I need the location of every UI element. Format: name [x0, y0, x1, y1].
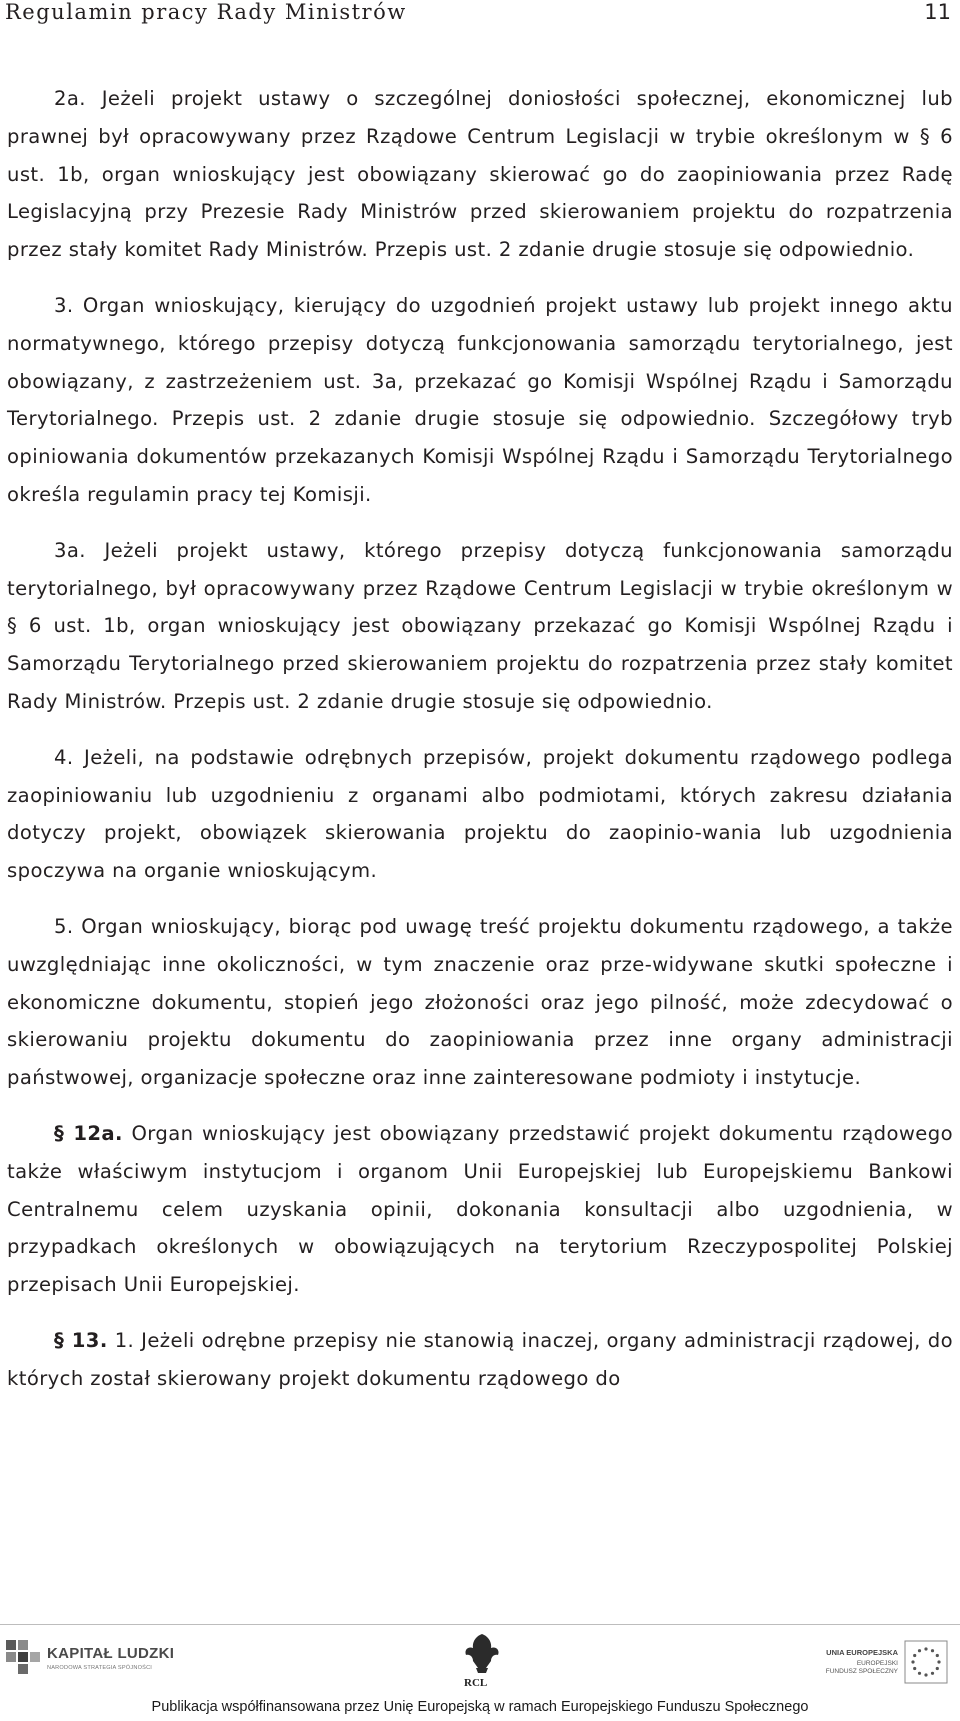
page-header — [5, 0, 955, 30]
eu-subtitle — [800, 1660, 898, 1676]
paragraph-2a — [7, 80, 953, 269]
kapital-ludzki-logo — [4, 1634, 194, 1698]
section-number: § 12a. — [54, 1121, 123, 1145]
eu-subtitle-line-1: EUROPEJSKI — [856, 1660, 898, 1667]
eagle-emblem-icon — [458, 1630, 506, 1676]
paragraph-5 — [7, 908, 953, 1097]
footer-divider — [0, 1624, 960, 1625]
paragraph-text: 5. Organ wnioskujący, biorąc pod uwagę treść projektu dokumentu rządowego, a także uwzględniając inne okoliczności, w tym znaczenie oraz prze-widywane skutki społeczne i ekonomiczne dokumentu, stopień jego złożoności oraz jego pilność, może zdecydować o skierowaniu projektu dokumentu do zaopiniowania przez inne organy administracji państwowej, organizacje społeczne oraz inne zainteresowane podmioty i instytucje. — [7, 914, 953, 1090]
paragraph-text: 4. Jeżeli, na podstawie odrębnych przepisów, projekt dokumentu rządowego podlega zaopiniowaniu lub uzgodnieniu z organami albo podmiotami, których zakresu działania dotyczy projekt, obowiązek skierowania projektu do zaopinio-wania lub uzgodnienia spoczywa na organie wnioskującym. — [7, 745, 953, 883]
section-13 — [7, 1322, 953, 1398]
logo-subtitle: NARODOWA STRATEGIA SPÓJNOŚCI — [47, 1665, 153, 1671]
paragraph-text: 2a. Jeżeli projekt ustawy o szczególnej doniosłości społecznej, ekonomicznej lub prawnej był opracowywany przez Rządowe Centrum Legislacji w trybie określonym w § 6 ust. 1b, organ wnioskujący jest obowiązany skierować go do zaopiniowania przez Radę Legislacyjną przy Prezesie Rady Ministrów przed skierowaniem projektu do rozpatrzenia przez stały komitet Rady Ministrów. Przepis ust. 2 zdanie drugie stosuje się odpowiednio. — [7, 87, 953, 262]
paragraph-3a — [7, 532, 953, 721]
paragraph-3 — [7, 287, 953, 514]
eu-logo — [800, 1640, 950, 1692]
footer-caption: Publikacja współfinansowana przez Unię Europejską w ramach Europejskiego Funduszu Społecznego — [151, 1699, 809, 1715]
eu-subtitle-line-2: FUNDUSZ SPOŁECZNY — [825, 1668, 898, 1675]
paragraph-text: 3a. Jeżeli projekt ustawy, którego przepisy dotyczą funkcjonowania samorządu terytorialnego, był opracowywany przez Rządowe Centrum Legislacji w trybie określonym w § 6 ust. 1b, organ wnioskujący jest obowiązany przekazać go Komisji Wspólnej Rządu i Samorządu Terytorialnego przed skierowaniem projektu do rozpatrzenia przez stały komitet Rady Ministrów. Przepis ust. 2 zdanie drugie stosuje się odpowiednio. — [7, 538, 953, 713]
section-12a — [7, 1115, 953, 1304]
kapital-ludzki-emblem-icon — [4, 1634, 44, 1684]
logo-title: KAPITAŁ LUDZKI — [47, 1645, 175, 1662]
page-number: 11 — [924, 0, 951, 24]
section-number: § 13. — [54, 1328, 108, 1352]
paragraph-text: 1. Jeżeli odrębne przepisy nie stanowią inaczej, organy administracji rządowej, do których został skierowany projekt dokumentu rządowego do — [7, 1328, 953, 1390]
rcl-label: RCL — [464, 1677, 488, 1689]
running-title: Regulamin pracy Rady Ministrów — [5, 0, 407, 24]
eu-flag-icon — [904, 1640, 948, 1684]
paragraph-text: Organ wnioskujący jest obowiązany przedstawić projekt dokumentu rządowego także właściwym instytucjom i organom Unii Europejskiej lub Europejskiemu Bankowi Centralnemu celem uzyskania opinii, dokonania konsultacji albo uzgodnienia, w przypadkach określonych w obowiązujących na terytorium Rzeczypospolitej Polskiej przepisach Unii Europejskiej. — [7, 1121, 953, 1297]
paragraph-4 — [7, 739, 953, 890]
document-body — [7, 80, 953, 1416]
paragraph-text: 3. Organ wnioskujący, kierujący do uzgodnień projekt ustawy lub projekt innego aktu normatywnego, którego przepisy dotyczą funkcjonowania samorządu terytorialnego, jest obowiązany, z zastrzeżeniem ust. 3a, przekazać go Komisji Wspólnej Rządu i Samorządu Terytorialnego. Przepis ust. 2 zdanie drugie stosuje się odpowiednio. Szczegółowy tryb opiniowania dokumentów przekazanych Komisji Wspólnej Rządu i Samorządu Terytorialnego określa regulamin pracy tej Komisji. — [7, 293, 953, 506]
eu-title: UNIA EUROPEJSKA — [826, 1648, 898, 1657]
rcl-logo — [458, 1630, 506, 1694]
